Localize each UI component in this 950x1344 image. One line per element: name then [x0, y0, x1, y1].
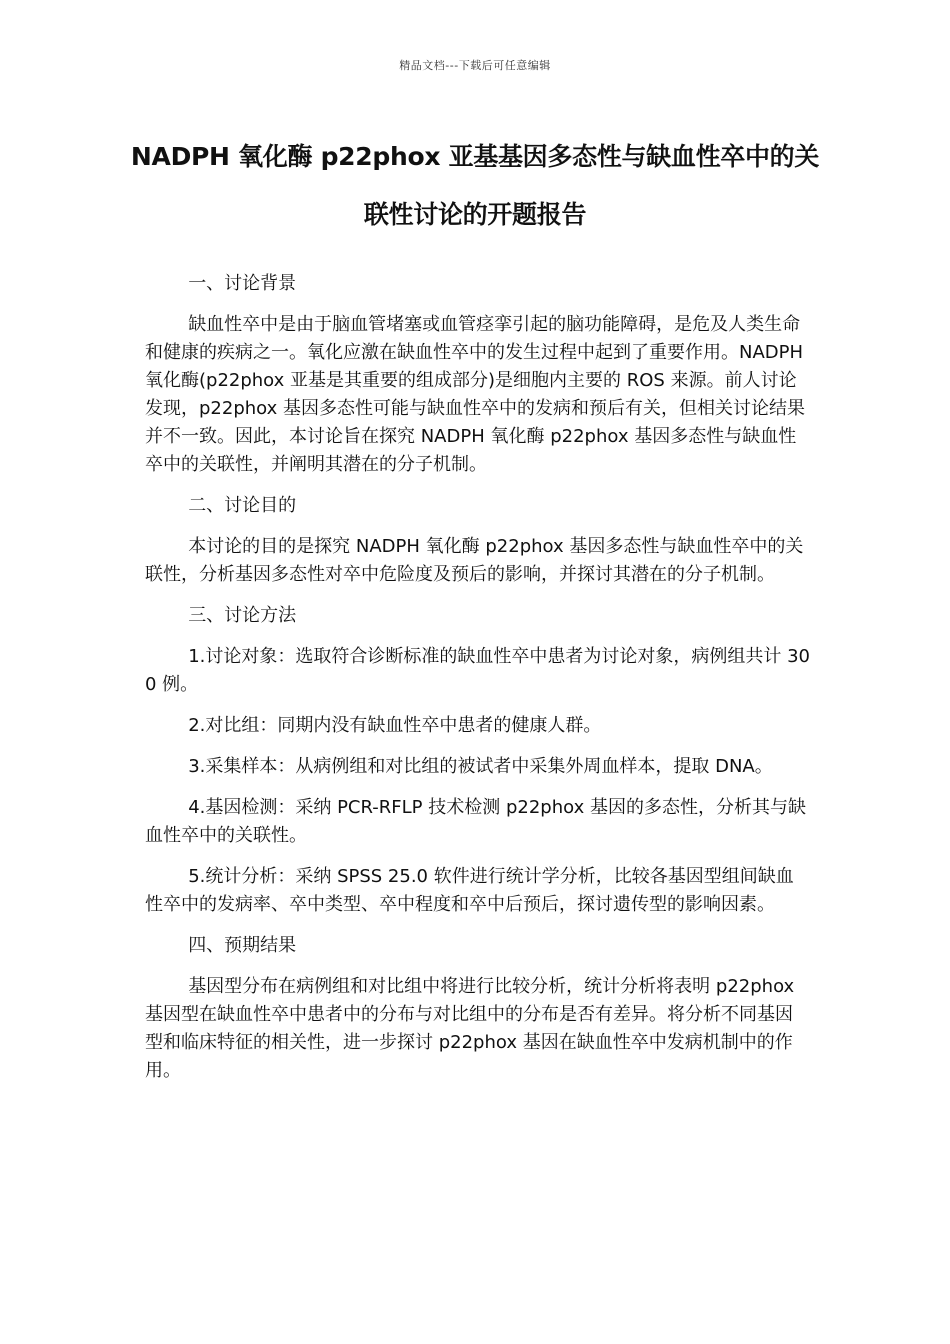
section-heading-methods: 三、讨论方法 [188, 605, 297, 626]
section-heading-background: 一、讨论背景 [188, 273, 297, 294]
method-item-sampling: 3.采集样本：从病例组和对比组的被试者中采集外周血样本，提取 DNA。 [188, 756, 773, 777]
paragraph-expected-results: 基因型分布在病例组和对比组中将进行比较分析，统计分析将表明 p22phox 基因型在缺血性卒中患者中的分布与对比组中的分布是否有差异。将分析不同基因型和临床特征的相关性，进一步探讨 p22phox 基因在缺血性卒中发病机制中的作用。 [145, 976, 795, 1081]
method-item-statistics: 5.统计分析：采纳 SPSS 25.0 软件进行统计学分析，比较各基因型组间缺血性卒中的发病率、卒中类型、卒中程度和卒中后预后，探讨遗传型的影响因素。 [145, 866, 794, 915]
paragraph-purpose: 本讨论的目的是探究 NADPH 氧化酶 p22phox 基因多态性与缺血性卒中的关联性，分析基因多态性对卒中危险度及预后的影响，并探讨其潜在的分子机制。 [145, 536, 804, 585]
document-title: NADPH 氧化酶 p22phox 亚基基因多态性与缺血性卒中的关联性讨论的开题报告 [130, 142, 820, 229]
paragraph-background: 缺血性卒中是由于脑血管堵塞或血管痉挛引起的脑功能障碍，是危及人类生命和健康的疾病之一。氧化应激在缺血性卒中的发生过程中起到了重要作用。NADPH 氧化酶(p22phox 亚基是其重要的组成部分)是细胞内主要的 ROS 来源。前人讨论发现，p22phox 基因多态性可能与缺血性卒中的发病和预后有关，但相关讨论结果并不一致。因此，本讨论旨在探究 NADPH 氧化酶 p22phox 基因多态性与缺血性卒中的关联性，并阐明其潜在的分子机制。 [145, 314, 805, 475]
method-item-genotyping: 4.基因检测：采纳 PCR-RFLP 技术检测 p22phox 基因的多态性，分析其与缺血性卒中的关联性。 [145, 797, 806, 846]
section-heading-expected-results: 四、预期结果 [188, 935, 297, 956]
section-heading-purpose: 二、讨论目的 [188, 495, 297, 516]
method-item-subjects: 1.讨论对象：选取符合诊断标准的缺血性卒中患者为讨论对象，病例组共计 300 例。 [145, 646, 810, 695]
document-body [145, 270, 810, 1098]
method-item-control: 2.对比组：同期内没有缺血性卒中患者的健康人群。 [188, 715, 602, 736]
header-note: 精品文档---下载后可任意编辑 [399, 59, 551, 72]
